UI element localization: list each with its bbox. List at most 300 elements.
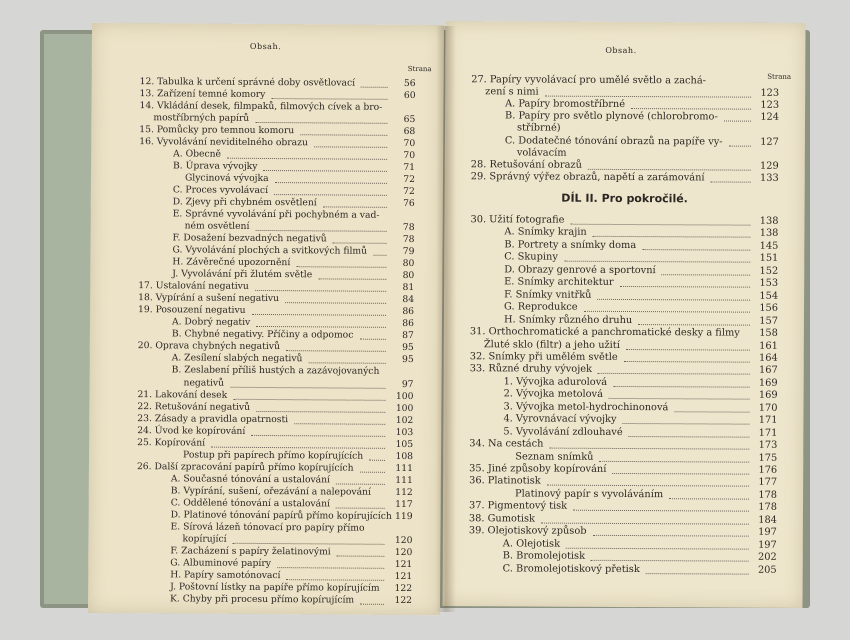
leader-dots — [361, 86, 388, 88]
leader-dots — [294, 422, 385, 425]
leader-dots — [626, 348, 750, 351]
leader-dots — [612, 472, 749, 475]
leader-dots — [333, 242, 387, 244]
toc-entry-title: Platinový papír s vyvoláváním — [515, 488, 664, 501]
toc-entry-page: 119 — [395, 510, 413, 522]
toc-entry-title: 30. Užití fotografie — [470, 214, 565, 226]
leader-dots — [360, 603, 384, 605]
toc-entry-title: H. Snímky různého druhu — [503, 313, 633, 326]
toc-entry-title: volávacím — [516, 147, 567, 159]
toc-entry — [504, 228, 586, 238]
toc-entry — [170, 570, 280, 581]
leader-dots — [300, 133, 387, 136]
toc-entry — [470, 327, 740, 338]
toc-entry-page: 197 — [758, 526, 777, 539]
toc-entry — [137, 414, 288, 425]
leader-dots — [233, 397, 385, 400]
toc-entry-title: B. Zeslabení příliš hustých a zazávojovaných — [171, 364, 380, 378]
toc-entry-title: 21. Lakování desek — [137, 388, 228, 401]
page-header: Obsah. — [605, 45, 637, 56]
toc-entry-title: 4. Vyrovnávací vývojky — [503, 413, 617, 426]
leader-dots — [613, 385, 749, 388]
leader-dots — [593, 235, 751, 238]
toc-entry — [504, 290, 591, 300]
leader-dots — [274, 193, 387, 196]
toc-entry-page: 86 — [402, 318, 415, 330]
toc-entry — [171, 522, 365, 533]
toc-entry — [140, 89, 266, 100]
leader-dots — [337, 554, 385, 556]
toc-entry — [184, 378, 225, 388]
leader-dots — [255, 121, 387, 124]
toc-entry-title: 14. Vkládání desek, filmpaků, filmových cívek a bro- — [139, 100, 383, 113]
toc-entry-title: F. Dosažení bezvadných negativů — [172, 232, 327, 245]
toc-entry-page: 95 — [402, 342, 414, 354]
toc-entry-title: H. Papíry samotónovací — [170, 569, 281, 581]
leader-dots — [227, 157, 387, 160]
toc-entry — [172, 330, 354, 341]
toc-entry — [503, 552, 585, 562]
toc-entry — [171, 486, 371, 497]
toc-entry-title: F. Snímky vnitřků — [504, 289, 592, 301]
toc-entry — [469, 464, 606, 475]
toc-entry-page: 102 — [395, 414, 414, 426]
toc-entry-page: 108 — [395, 450, 414, 462]
toc-entry — [504, 278, 614, 289]
page-header: Obsah. — [249, 41, 282, 52]
toc-entry-page: 175 — [758, 452, 778, 464]
toc-entry-title: E. Snímky architektur — [504, 276, 614, 289]
toc-entry-page: 71 — [403, 162, 416, 174]
leader-dots — [545, 95, 751, 98]
toc-entry-title: J. Poštovní lístky na papíře přímo kopírujícím — [170, 581, 380, 594]
toc-entry — [182, 534, 226, 544]
toc-entry-page: 100 — [395, 390, 414, 402]
right-page — [442, 21, 805, 608]
leader-dots — [638, 323, 750, 326]
toc-entry-title: zení s nimi — [485, 86, 539, 98]
toc-entry-title: mostříbrných papírů — [153, 112, 250, 124]
toc-entry-title: 12. Tabulka k určení správné doby osvětlovací — [139, 76, 356, 89]
toc-entry-title: 17. Ustalování negativu — [138, 280, 249, 293]
toc-entry-page: 65 — [403, 114, 416, 126]
toc-entry-page: 169 — [758, 390, 778, 402]
toc-entry-page: 152 — [759, 265, 779, 277]
toc-entry — [505, 136, 723, 147]
toc-entry-page: 70 — [403, 150, 416, 162]
leader-dots — [573, 509, 749, 512]
toc-entry-page: 158 — [759, 327, 778, 339]
toc-entry-title: stříbrné) — [516, 122, 561, 135]
leader-dots — [230, 385, 385, 388]
toc-entry — [515, 489, 663, 500]
toc-entry-page: 103 — [395, 426, 414, 438]
toc-entry-page: 164 — [759, 352, 778, 364]
toc-entry-page: 153 — [759, 277, 779, 290]
toc-entry — [185, 222, 250, 232]
toc-entry-title: Glycinová vývojka — [184, 172, 269, 185]
toc-entry-title: 37. Pigmentový tisk — [468, 500, 568, 513]
toc-entry-page: 122 — [394, 594, 413, 606]
toc-entry-title: B. Chybné negativy. Příčiny a odpomoc — [171, 328, 354, 342]
toc-entry-page: 81 — [402, 282, 415, 294]
toc-entry — [137, 438, 205, 448]
leader-dots — [323, 206, 387, 208]
toc-entry — [173, 161, 257, 172]
leader-dots — [624, 360, 750, 363]
toc-entry — [172, 354, 303, 365]
toc-entry — [171, 498, 330, 509]
leader-dots — [255, 229, 386, 232]
leader-dots — [620, 285, 750, 288]
toc-entry-page: 105 — [395, 438, 414, 450]
toc-entry — [503, 402, 668, 413]
leader-dots — [570, 223, 750, 226]
leader-dots — [642, 248, 750, 251]
toc-entry-title: H. Závěrečné upozornění — [172, 256, 291, 269]
toc-entry — [140, 77, 355, 89]
toc-entry-page: 78 — [402, 234, 415, 246]
toc-entry-title: 19. Posouzení negativu — [138, 304, 246, 317]
leader-dots — [256, 409, 385, 412]
toc-entry — [172, 270, 312, 281]
leader-dots — [541, 521, 749, 524]
toc-entry-title: 16. Vyvolávání neviditelného obrazu — [139, 136, 308, 149]
toc-entry — [485, 87, 539, 97]
toc-entry-page: 120 — [394, 546, 413, 558]
toc-entry-title: 31. Orthochromatické a panchromatické desky a filmy — [469, 326, 740, 339]
toc-entry — [517, 148, 567, 158]
leader-dots — [629, 435, 750, 438]
leader-dots — [336, 482, 385, 484]
toc-entry-page: 197 — [758, 539, 777, 551]
toc-entry-page: 161 — [759, 340, 778, 352]
toc-entry-page: 76 — [403, 198, 415, 210]
toc-entry-title: 38. Gumotisk — [468, 512, 536, 525]
toc-entry-title: J. Vyvolávání při žlutém světle — [172, 268, 313, 281]
toc-entry-page: 133 — [759, 172, 779, 184]
toc-entry-title: C. Dodatečné tónování obrazů na papíře vy- — [504, 134, 723, 148]
toc-entry-title: ném osvětlení — [184, 220, 250, 233]
toc-entry-title: 36. Platinotisk — [469, 475, 541, 488]
toc-entry-page: 138 — [759, 215, 779, 227]
toc-entry-page: 80 — [402, 270, 415, 282]
toc-entry — [469, 514, 535, 524]
toc-entry-page: 79 — [402, 246, 415, 258]
toc-entry-page: 78 — [402, 222, 415, 234]
leader-dots — [373, 254, 386, 256]
toc-entry-title: 25. Kopírování — [137, 436, 206, 449]
book-gutter — [436, 26, 456, 612]
toc-entry-title: B. Papíry pro světlo plynové (chlorobromo- — [505, 110, 718, 123]
toc-entry-page: 138 — [759, 228, 779, 240]
toc-entry-title: A. Dobrý negativ — [171, 316, 251, 329]
toc-entry-page: 87 — [402, 330, 414, 342]
toc-entry — [139, 101, 382, 113]
toc-entry-title: A. Obecně — [173, 148, 222, 160]
leader-dots — [549, 447, 749, 450]
leader-dots — [233, 542, 385, 545]
toc-entry-title: Seznam snímků — [515, 450, 594, 463]
toc-entry-page: 95 — [401, 354, 414, 366]
toc-entry-title: A. Papíry bromostříbrné — [505, 98, 626, 111]
toc-entry — [470, 352, 618, 363]
leader-dots — [566, 546, 749, 549]
leader-dots — [277, 566, 384, 569]
toc-entry — [504, 265, 655, 276]
toc-entry-page: 127 — [760, 136, 779, 148]
toc-entry — [504, 377, 608, 388]
toc-entry-page: 123 — [760, 99, 780, 111]
left-page — [88, 23, 444, 615]
toc-entry — [183, 450, 363, 461]
leader-dots — [314, 145, 387, 148]
toc-entry-title: G. Reprodukce — [504, 301, 578, 313]
leader-dots — [318, 278, 386, 280]
toc-entry — [172, 246, 367, 257]
toc-entry-title: 3. Vývojka metol-hydrochinonová — [503, 401, 669, 413]
leader-dots — [669, 497, 749, 499]
toc-entry-title: 18. Vypírání a sušení negativu — [138, 292, 280, 305]
toc-entry-page: 80 — [402, 258, 415, 270]
toc-entry — [471, 160, 582, 171]
toc-entry — [503, 564, 640, 575]
toc-entry-page: 72 — [403, 186, 415, 198]
leader-dots — [211, 445, 385, 448]
toc-entry — [504, 315, 632, 326]
toc-entry — [504, 253, 558, 263]
toc-entry — [173, 149, 221, 159]
toc-entry-page: 121 — [394, 570, 413, 582]
leader-dots — [271, 97, 387, 100]
leader-dots — [729, 144, 751, 146]
toc-entry — [469, 502, 567, 513]
toc-entry-title: 24. Úvod ke kopírování — [137, 424, 246, 437]
toc-entry — [172, 366, 380, 377]
toc-entry — [172, 318, 250, 329]
toc-entry-title: B. Vypírání, sušení, ořezávání a nalepování — [170, 485, 371, 498]
toc-entry — [503, 427, 622, 438]
toc-entry-title: 35. Jiné způsoby kopírování — [469, 463, 607, 475]
leader-dots — [285, 301, 386, 304]
toc-entry-page: 129 — [760, 160, 779, 172]
toc-entry-page: 145 — [759, 240, 779, 252]
leader-dots — [598, 372, 750, 375]
toc-entry — [173, 186, 268, 197]
toc-entry-page: 124 — [760, 112, 780, 124]
toc-entry — [470, 365, 592, 376]
toc-entry — [469, 526, 587, 537]
leader-dots — [287, 578, 385, 581]
toc-entry-title: 13. Zařízení temné komory — [139, 88, 266, 101]
leader-dots — [547, 484, 749, 487]
toc-entry-title: 34. Na cestách — [469, 438, 544, 450]
leader-dots — [263, 169, 387, 172]
toc-entry-page: 120 — [394, 534, 413, 546]
toc-entry-title: B. Úprava vývojky — [173, 160, 258, 173]
toc-entry — [504, 390, 603, 401]
toc-entry-page: 121 — [394, 558, 413, 570]
toc-entry-page: 169 — [758, 377, 778, 389]
toc-entry — [137, 390, 227, 401]
toc-entry-page: 117 — [395, 498, 413, 510]
toc-entry-title: A. Zesílení slabých negativů — [171, 352, 303, 365]
leader-dots — [662, 273, 751, 275]
toc-entry-title: B. Bromolejotisk — [502, 550, 586, 562]
toc-entry-title: 2. Vývojka metolová — [503, 388, 603, 401]
toc-entry-title: 39. Olejotiskový způsob — [468, 525, 587, 538]
toc-entry-title: C. Proces vyvolávací — [172, 184, 269, 197]
toc-entry-page: 112 — [395, 486, 413, 498]
toc-entry-page: 167 — [758, 365, 778, 377]
toc-entry-page: 184 — [758, 514, 777, 526]
toc-entry — [185, 174, 269, 185]
toc-entry — [138, 342, 280, 353]
toc-entry-page: 68 — [403, 126, 416, 138]
leader-dots — [309, 362, 386, 365]
toc-entry-title: E. Sírová lázeň tónovací pro papíry přímo — [170, 521, 365, 534]
toc-entry-title: C. Skupiny — [504, 251, 558, 263]
toc-entry-page: 171 — [758, 427, 778, 439]
toc-entry-page: 205 — [757, 564, 777, 576]
toc-entry-title: E. Správné vyvolávání při pochybném a vad- — [172, 208, 380, 222]
toc-entry — [171, 510, 392, 522]
toc-entry — [138, 293, 279, 304]
toc-entry — [504, 240, 636, 251]
leader-dots — [255, 289, 386, 292]
toc-entry-title: A. Olejotisk — [502, 538, 561, 550]
toc-entry — [505, 100, 625, 111]
leader-dots — [360, 470, 385, 472]
toc-entry-page: 60 — [403, 89, 416, 102]
toc-entry — [173, 198, 317, 209]
toc-entry — [504, 303, 578, 313]
toc-entry-title: kopírující — [182, 533, 227, 545]
toc-entry-page: 100 — [395, 402, 414, 414]
toc-entry-page: 173 — [758, 439, 778, 451]
toc-entry — [503, 539, 560, 549]
toc-entry-title: 32. Snímky při umělém světle — [469, 351, 618, 363]
leader-dots — [597, 298, 750, 301]
page-column-header: Strana — [767, 72, 792, 81]
leader-dots — [593, 534, 749, 537]
toc-entry-title: 20. Oprava chybných negativů — [137, 340, 280, 353]
toc-entry-title: C. Bromolejotiskový přetisk — [502, 562, 640, 575]
toc-entry — [484, 340, 620, 351]
leader-dots — [674, 410, 749, 412]
toc-entry-page: 170 — [758, 402, 778, 414]
toc-entry-title: 15. Pomůcky pro temnou komoru — [139, 124, 295, 137]
toc-entry-title: 27. Papíry vyvolávací pro umělé světlo a zachá- — [471, 74, 707, 87]
leader-dots — [724, 120, 751, 122]
toc-entry-title: A. Snímky krajin — [504, 226, 587, 239]
toc-entry-page: 72 — [403, 174, 416, 186]
toc-entry — [138, 305, 246, 316]
toc-entry — [137, 462, 354, 474]
toc-entry — [137, 402, 250, 413]
leader-dots — [251, 433, 385, 436]
leader-dots — [631, 107, 751, 110]
toc-entry-title: 29. Správný výřez obrazů, napětí a zarámování — [470, 170, 705, 184]
leader-dots — [600, 459, 750, 462]
toc-entry-page: 202 — [757, 551, 777, 563]
toc-entry-title: 33. Různé druhy vývojek — [469, 363, 593, 376]
toc-entry-page: 84 — [402, 294, 415, 306]
toc-entry-page: 171 — [758, 414, 778, 426]
page-column-header: Strana — [407, 64, 432, 74]
toc-entry — [470, 215, 564, 225]
leader-dots — [711, 180, 751, 182]
toc-entry — [139, 137, 308, 148]
toc-entry — [172, 258, 290, 269]
toc-entry-title: F. Zacházení s papíry želatinovými — [170, 545, 331, 558]
toc-entry — [173, 210, 380, 221]
toc-entry-page: 176 — [758, 464, 778, 476]
leader-dots — [369, 458, 385, 460]
toc-entry-title: Postup při papírech přímo kopírujících — [183, 449, 364, 462]
leader-dots — [609, 397, 750, 400]
toc-entry — [469, 439, 543, 449]
toc-entry-page: 123 — [760, 87, 780, 99]
leader-dots — [296, 266, 386, 269]
toc-entry — [170, 546, 330, 557]
toc-entry-page: 111 — [395, 462, 414, 474]
toc-entry — [138, 281, 249, 292]
toc-entry-title: 5. Vyvolávání zdlouhavé — [503, 426, 623, 438]
toc-entry-page: 111 — [395, 474, 413, 486]
leader-dots — [275, 181, 387, 184]
toc-entry — [505, 112, 718, 123]
toc-entry-page: 97 — [401, 378, 414, 390]
toc-entry-page: 177 — [758, 477, 778, 489]
toc-entry-title: A. Současné tónování a ustalování — [170, 472, 331, 486]
leader-dots — [646, 572, 749, 575]
leader-dots — [252, 313, 386, 316]
toc-entry-page: 178 — [758, 489, 778, 501]
toc-entry-page: 56 — [403, 77, 416, 90]
toc-entry — [503, 415, 616, 426]
toc-entry-title: 26. Další zpracování papírů přímo kopírujících — [136, 460, 354, 474]
toc-entry-title: negativů — [183, 376, 225, 389]
toc-entry-title: Žluté sklo (filtr) a jeho užití — [483, 338, 620, 351]
toc-entry — [471, 172, 705, 183]
toc-entry-page: 156 — [759, 302, 779, 314]
toc-entry-title: 1. Vývojka adurolová — [503, 376, 608, 388]
leader-dots — [359, 338, 385, 340]
toc-entry — [170, 594, 354, 605]
toc-entry — [469, 477, 541, 487]
toc-entry — [171, 474, 330, 485]
toc-entry-title: 23. Zásady a pravidla opatrnosti — [137, 412, 289, 425]
section-title: DÍL II. Pro pokročilé. — [561, 191, 688, 206]
toc-entry-page: 157 — [759, 315, 778, 327]
leader-dots — [588, 167, 751, 170]
toc-entry-title: 22. Retušování negativů — [137, 400, 251, 413]
toc-entry-page: 154 — [759, 290, 779, 302]
toc-entry-title: D. Platinové tónování papírů přímo kopírujících — [170, 509, 392, 522]
toc-entry — [471, 75, 706, 86]
toc-entry — [170, 558, 271, 569]
leader-dots — [623, 422, 750, 425]
toc-entry-page: 70 — [403, 138, 416, 150]
toc-entry — [170, 582, 380, 593]
toc-entry-page: 86 — [402, 306, 415, 318]
toc-entry — [517, 124, 561, 134]
leader-dots — [584, 310, 750, 313]
toc-entry-title: G. Albuminové papíry — [170, 557, 271, 569]
toc-entry — [515, 452, 593, 462]
toc-entry-page: 122 — [394, 582, 413, 594]
